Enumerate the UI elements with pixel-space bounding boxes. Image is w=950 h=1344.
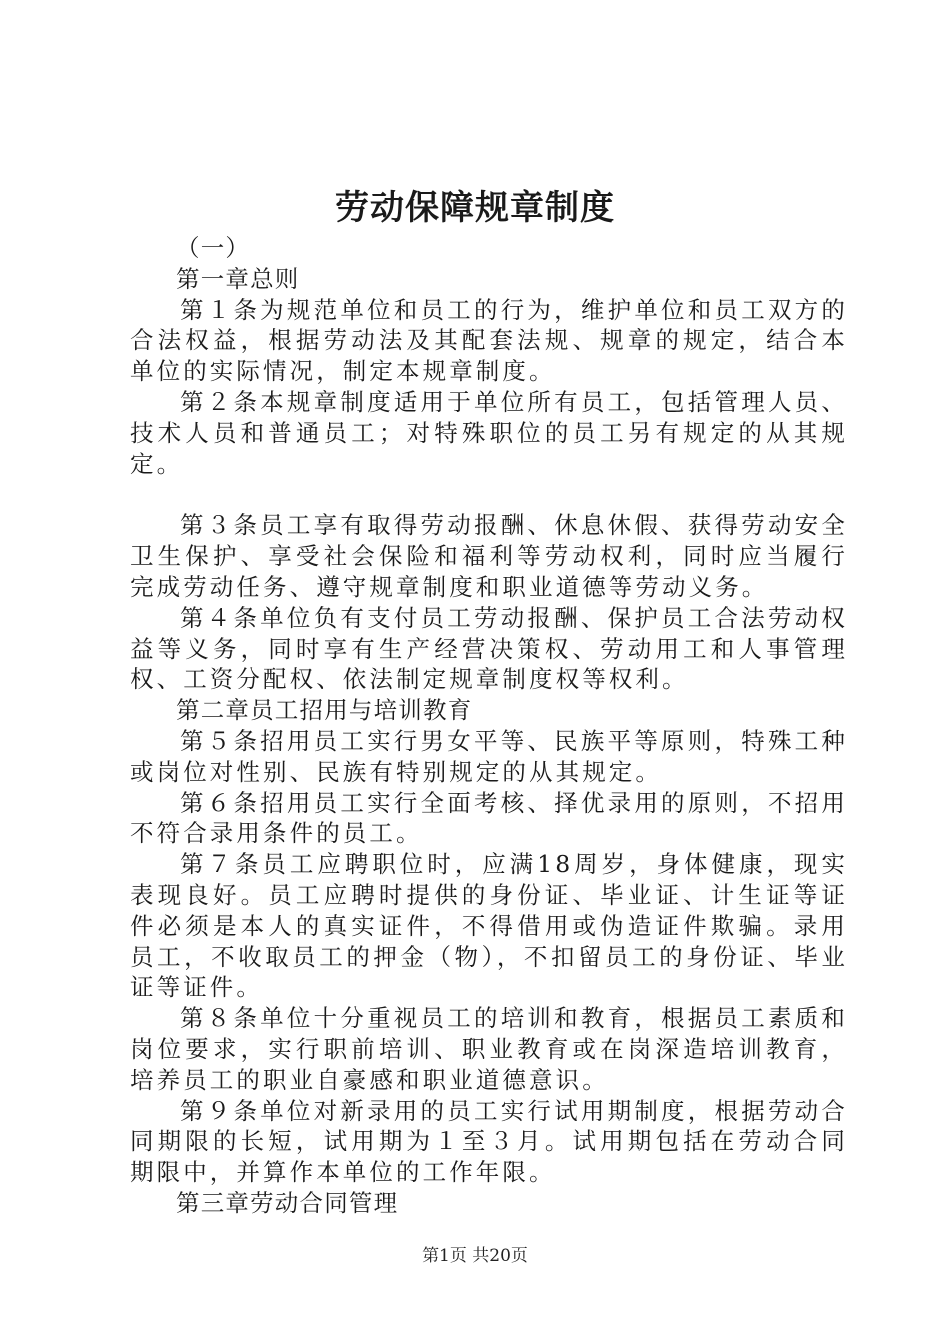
article-3: 第３条员工享有取得劳动报酬、休息休假、获得劳动安全卫生保护、享受社会保险和福利等劳动权利，同时应当履行完成劳动任务、遵守规章制度和职业道德等劳动义务。 bbox=[130, 511, 848, 601]
chapter-heading-3: 第三章劳动合同管理 bbox=[176, 1188, 399, 1217]
document-title: 劳动保障规章制度 bbox=[335, 188, 615, 228]
section-marker: （一） bbox=[176, 234, 251, 262]
chapter-heading-2: 第二章员工招用与培训教育 bbox=[176, 696, 473, 725]
article-5: 第５条招用员工实行男女平等、民族平等原则，特殊工种或岗位对性别、民族有特别规定的从其规定。 bbox=[130, 726, 848, 786]
article-8: 第８条单位十分重视员工的培训和教育，根据员工素质和岗位要求，实行职前培训、职业教育或在岗深造培训教育，培养员工的职业自豪感和职业道德意识。 bbox=[130, 1004, 848, 1094]
article-7: 第７条员工应聘职位时，应满18周岁，身体健康，现实表现良好。员工应聘时提供的身份证、毕业证、计生证等证件必须是本人的真实证件，不得借用或伪造证件欺骗。录用员工，不收取员工的押金（物），不扣留员工的身份证、毕业证等证件。 bbox=[130, 850, 848, 1002]
article-2: 第２条本规章制度适用于单位所有员工，包括管理人员、技术人员和普通员工；对特殊职位的员工另有规定的从其规定。 bbox=[130, 387, 848, 478]
article-1: 第１条为规范单位和员工的行为，维护单位和员工双方的合法权益，根据劳动法及其配套法规、规章的规定，结合本单位的实际情况，制定本规章制度。 bbox=[130, 295, 848, 386]
article-6: 第６条招用员工实行全面考核、择优录用的原则，不招用不符合录用条件的员工。 bbox=[130, 788, 848, 848]
article-4: 第４条单位负有支付员工劳动报酬、保护员工合法劳动权益等义务，同时享有生产经营决策权、劳动用工和人事管理权、工资分配权、依法制定规章制度权等权利。 bbox=[130, 603, 848, 694]
article-9: 第９条单位对新录用的员工实行试用期制度，根据劳动合同期限的长短，试用期为１至３月。试用期包括在劳动合同期限中，并算作本单位的工作年限。 bbox=[130, 1096, 848, 1187]
chapter-heading-1: 第一章总则 bbox=[176, 264, 300, 293]
document-body bbox=[130, 233, 848, 1219]
page-footer: 第1页 共20页 bbox=[422, 1246, 528, 1266]
